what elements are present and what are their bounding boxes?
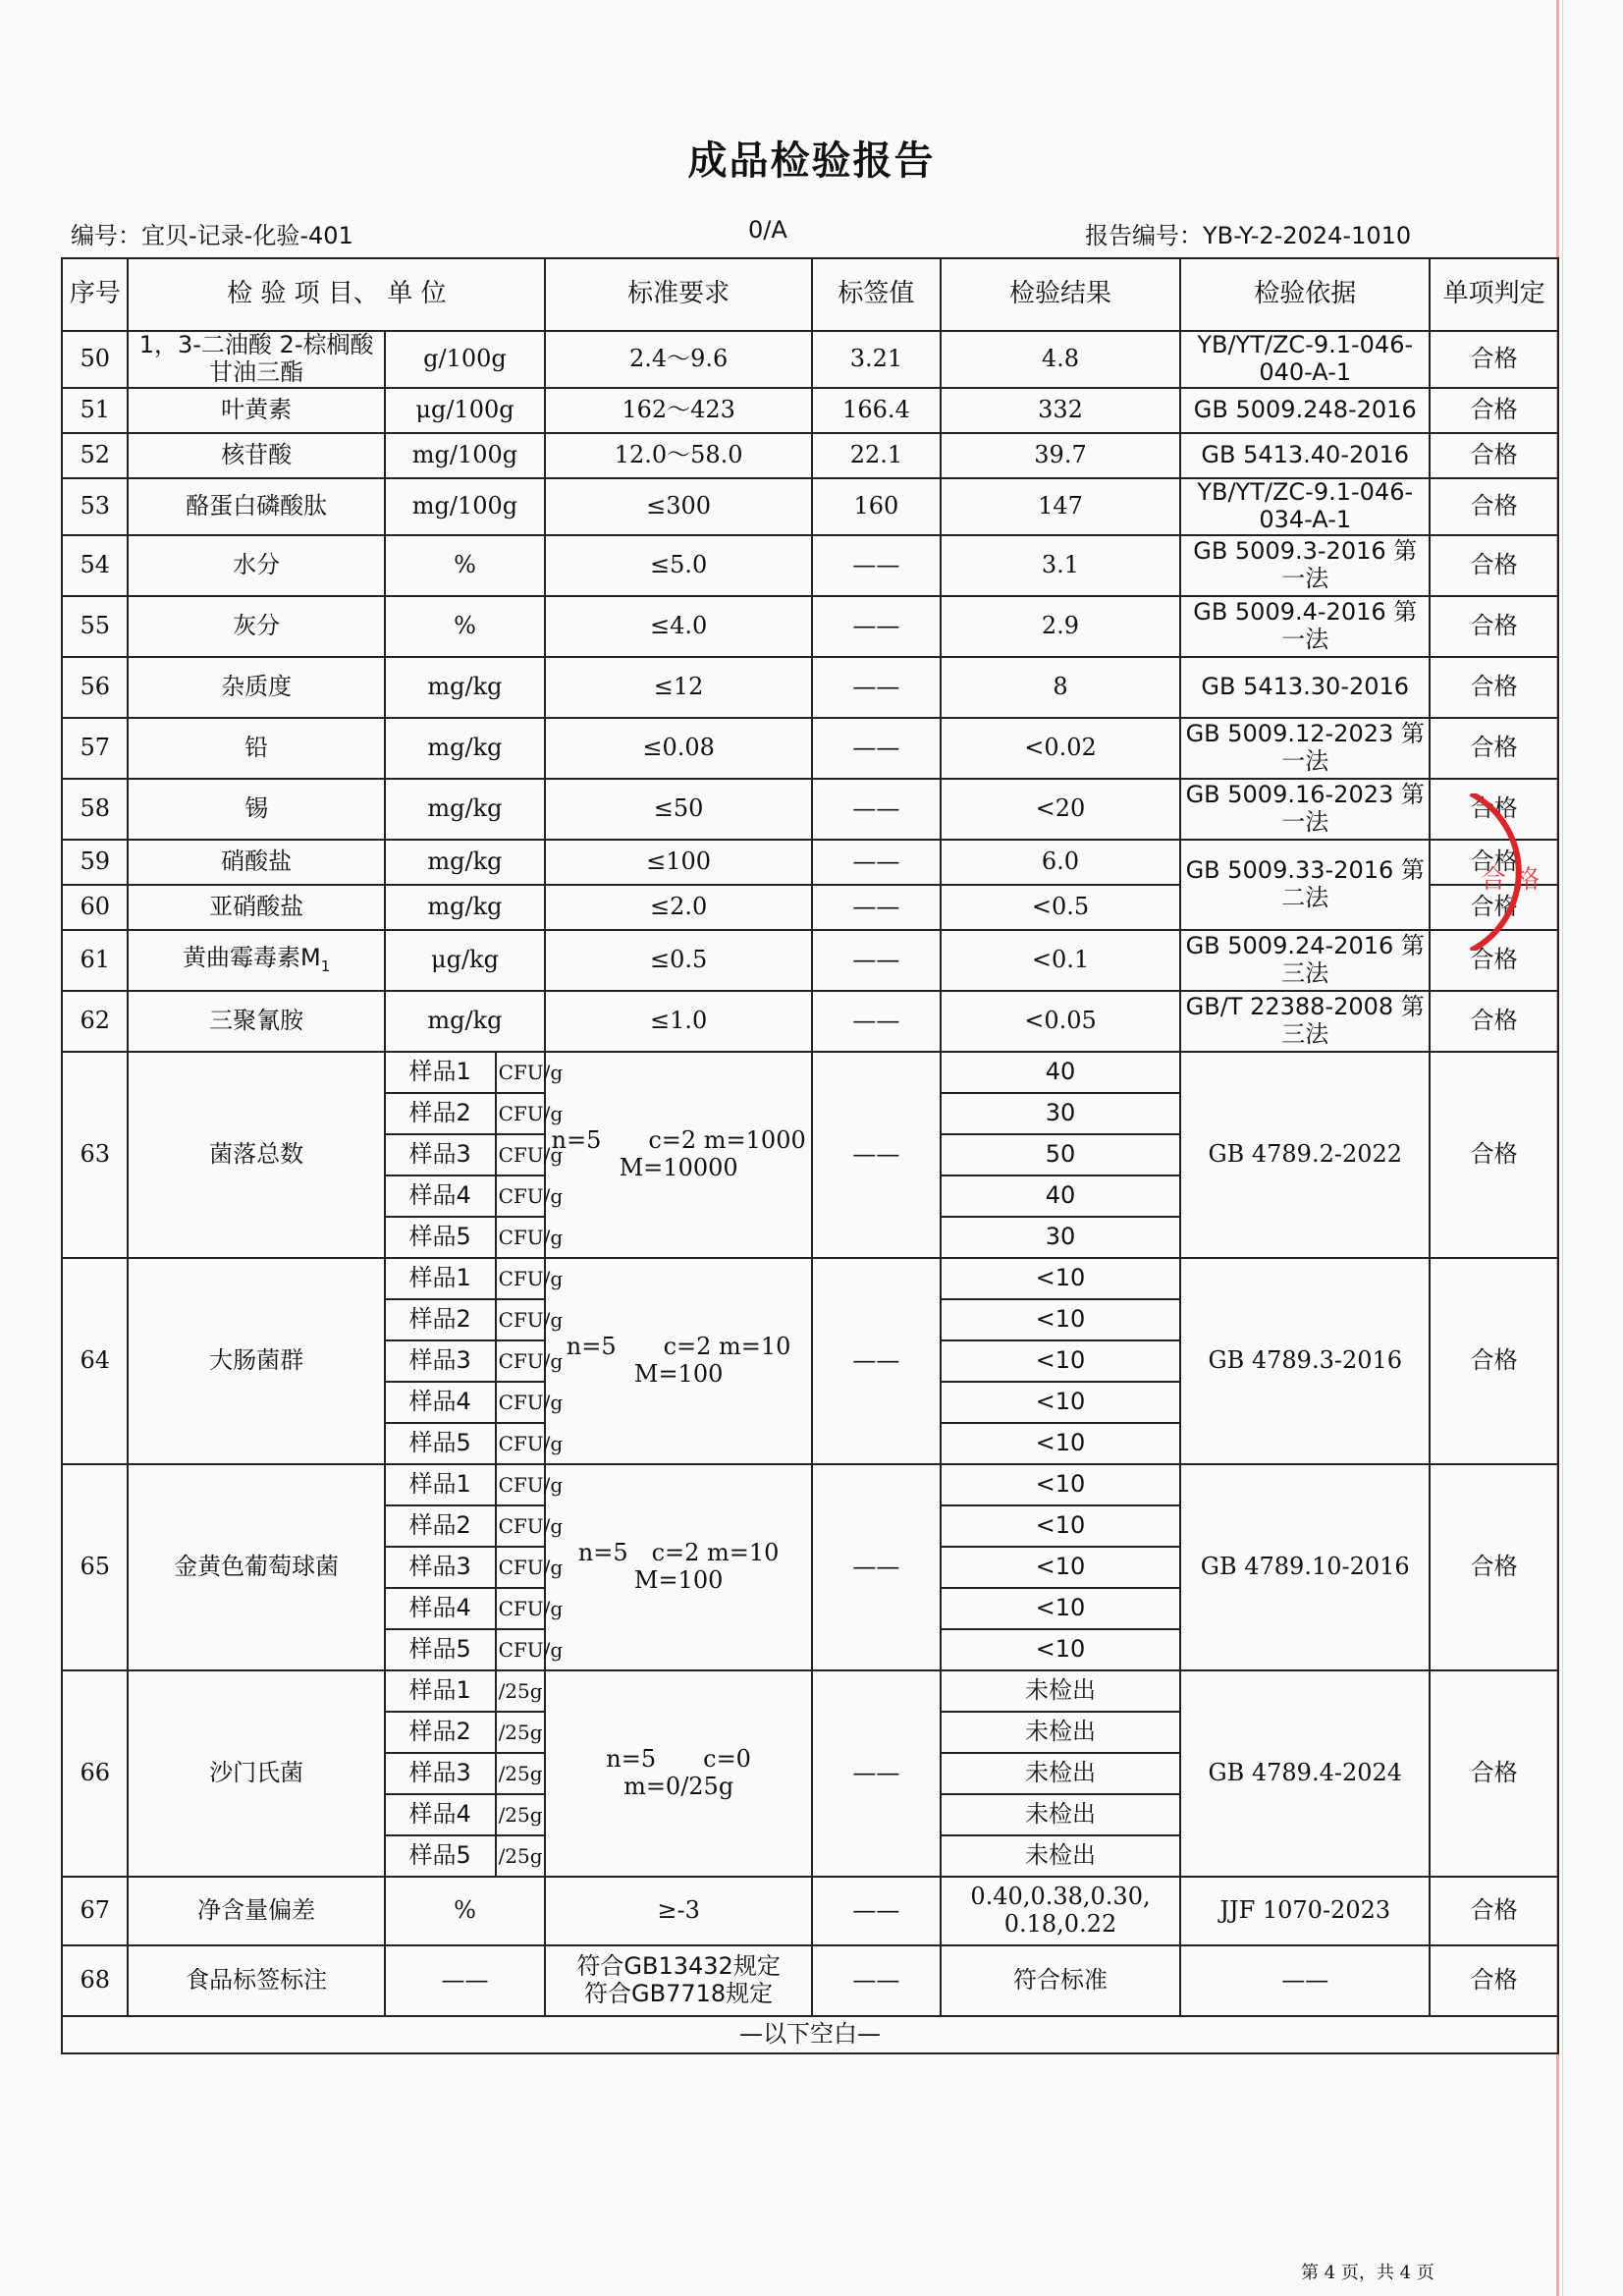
std-cell [545,1945,812,2016]
sample-name: 样品4 [385,1794,496,1835]
label-cell: 166.4 [812,388,941,433]
verdict-cell: 合格 [1430,779,1558,840]
basis-cell: GB 5413.30-2016 [1180,657,1430,718]
sample-name: 样品1 [385,1464,496,1505]
sample-unit: CFU/g [496,1505,546,1547]
table-row [62,718,1558,779]
sample-result: 未检出 [941,1712,1181,1753]
item-name [128,885,384,930]
unit-cell: μg/100g [385,388,545,433]
sample-row [62,1258,1558,1299]
unit-cell: mg/kg [385,840,545,885]
result-cell: <20 [941,779,1181,840]
table-row [62,596,1558,657]
label-cell: —— [812,657,941,718]
std-cell: ≤1.0 [545,991,812,1052]
item-name-text: 灰分 [233,612,281,640]
sample-name: 样品3 [385,1134,496,1175]
item-name [128,596,384,657]
verdict-cell: 合格 [1430,1670,1558,1877]
table-row [62,840,1558,885]
table-row [62,779,1558,840]
verdict-cell: 合格 [1430,433,1558,478]
item-subscript: 1 [320,957,331,976]
sample-result: <10 [941,1505,1181,1547]
col-label: 标签值 [812,258,941,331]
seq-cell: 67 [62,1877,128,1945]
result-cell: 8 [941,657,1181,718]
result-cell: 147 [941,478,1181,535]
seq-cell: 55 [62,596,128,657]
result-cell: 2.9 [941,596,1181,657]
col-std: 标准要求 [545,258,812,331]
sample-result: 30 [941,1093,1181,1134]
verdict-cell: 合格 [1430,331,1558,388]
basis-cell: GB 5009.16-2023 第一法 [1180,779,1430,840]
sample-unit: CFU/g [496,1052,546,1093]
sample-result: 未检出 [941,1670,1181,1712]
basis-cell: GB 4789.3-2016 [1180,1258,1430,1464]
result-cell: 4.8 [941,331,1181,388]
seq-cell: 57 [62,718,128,779]
unit-cell: % [385,1877,545,1945]
std-cell: ≤0.5 [545,930,812,991]
verdict-cell: 合格 [1430,657,1558,718]
sample-unit: CFU/g [496,1382,546,1423]
basis-cell: JJF 1070-2023 [1180,1877,1430,1945]
item-name-text: 硝酸盐 [221,847,293,876]
basis-cell: —— [1180,1945,1430,2016]
sample-result: <10 [941,1299,1181,1340]
label-cell: —— [812,1877,941,1945]
item-name-text: 铅 [244,734,269,762]
sample-unit: CFU/g [496,1093,546,1134]
basis-cell: GB/T 22388-2008 第三法 [1180,991,1430,1052]
result-cell: <0.05 [941,991,1181,1052]
label-cell: —— [812,1052,941,1258]
result-cell: <0.5 [941,885,1181,930]
sample-result: 未检出 [941,1794,1181,1835]
end-row [62,2016,1558,2053]
col-item: 检 验 项 目、 单 位 [128,258,545,331]
verdict-cell: 合格 [1430,596,1558,657]
sample-result: <10 [941,1382,1181,1423]
col-verdict: 单项判定 [1430,258,1558,331]
std-cell: ≤0.08 [545,718,812,779]
std-cell: 162～423 [545,388,812,433]
seq-cell: 66 [62,1670,128,1877]
item-name [128,718,384,779]
result-cell: 39.7 [941,433,1181,478]
table-row [62,1945,1558,2016]
sample-name: 样品1 [385,1670,496,1712]
unit-cell: g/100g [385,331,545,388]
verdict-cell: 合格 [1430,991,1558,1052]
std-cell: 12.0～58.0 [545,433,812,478]
col-result: 检验结果 [941,258,1181,331]
std-cell: ≤12 [545,657,812,718]
table-row [62,657,1558,718]
table-row [62,1877,1558,1945]
basis-cell: GB 4789.4-2024 [1180,1670,1430,1877]
item-name-text: 1，3-二油酸 2-棕榈酸甘油三酯 [138,331,374,386]
sample-result: <10 [941,1340,1181,1382]
table-row [62,478,1558,535]
sample-name: 样品3 [385,1340,496,1382]
label-cell: —— [812,596,941,657]
sample-result: <10 [941,1629,1181,1670]
item-name: 金黄色葡萄球菌 [128,1464,384,1670]
result-cell: 3.1 [941,535,1181,596]
item-name [128,478,384,535]
verdict-cell: 合格 [1430,885,1558,930]
page-footer: 第 4 页，共 4 页 [1301,2263,1434,2283]
label-cell: —— [812,1464,941,1670]
label-cell: —— [812,1670,941,1877]
item-name [128,657,384,718]
end-note: —以下空白— [62,2016,1558,2053]
sample-unit: /25g [496,1794,546,1835]
sample-result: 未检出 [941,1835,1181,1877]
std-cell: n=5 c=2 m=10 M=100 [545,1464,812,1670]
sample-name: 样品4 [385,1382,496,1423]
label-cell: —— [812,718,941,779]
sample-name: 样品2 [385,1505,496,1547]
unit-cell: —— [385,1945,545,2016]
verdict-cell: 合格 [1430,718,1558,779]
std-cell: ≤4.0 [545,596,812,657]
label-cell: —— [812,1945,941,2016]
basis-cell: YB/YT/ZC-9.1-046-034-A-1 [1180,478,1430,535]
seq-cell: 50 [62,331,128,388]
unit-cell: mg/kg [385,779,545,840]
std-cell: 2.4～9.6 [545,331,812,388]
result-cell: 332 [941,388,1181,433]
basis-cell: GB 5009.4-2016 第一法 [1180,596,1430,657]
result-cell: <0.02 [941,718,1181,779]
std-cell: ≤2.0 [545,885,812,930]
col-basis: 检验依据 [1180,258,1430,331]
unit-cell: mg/kg [385,718,545,779]
label-cell: —— [812,930,941,991]
unit-cell: mg/100g [385,433,545,478]
basis-cell: GB 5009.33-2016 第二法 [1180,840,1430,930]
item-name [128,991,384,1052]
sample-unit: CFU/g [496,1588,546,1629]
std-line-2: 符合GB7718规定 [584,1980,774,2007]
sample-unit: CFU/g [496,1258,546,1299]
item-name [128,840,384,885]
sample-unit: CFU/g [496,1175,546,1217]
seq-cell: 63 [62,1052,128,1258]
item-name-text: 杂质度 [221,673,293,701]
verdict-cell: 合格 [1430,1052,1558,1258]
verdict-cell: 合格 [1430,1877,1558,1945]
std-cell: n=5 c=2 m=10 M=100 [545,1258,812,1464]
basis-cell: GB 5009.3-2016 第一法 [1180,535,1430,596]
sample-result: 40 [941,1175,1181,1217]
verdict-cell: 合格 [1430,388,1558,433]
sample-unit: /25g [496,1712,546,1753]
sample-result: <10 [941,1588,1181,1629]
unit-cell: mg/kg [385,885,545,930]
item-name [128,388,384,433]
sample-unit: CFU/g [496,1629,546,1670]
seq-cell: 60 [62,885,128,930]
sample-name: 样品4 [385,1588,496,1629]
table-row [62,433,1558,478]
header-row [62,258,1558,331]
std-cell: ≤100 [545,840,812,885]
seq-cell: 68 [62,1945,128,2016]
sample-name: 样品2 [385,1093,496,1134]
sample-name: 样品3 [385,1753,496,1794]
label-cell: —— [812,535,941,596]
doc-number: 编号：宜贝-记录-化验-401 [71,222,353,249]
seq-cell: 59 [62,840,128,885]
table-row [62,535,1558,596]
basis-cell: GB 4789.2-2022 [1180,1052,1430,1258]
verdict-cell: 合格 [1430,1258,1558,1464]
unit-cell: % [385,596,545,657]
basis-cell: GB 5009.12-2023 第一法 [1180,718,1430,779]
std-cell: ≤50 [545,779,812,840]
sample-name: 样品5 [385,1835,496,1877]
sample-name: 样品1 [385,1052,496,1093]
seq-cell: 65 [62,1464,128,1670]
item-name: 大肠菌群 [128,1258,384,1464]
label-cell: 3.21 [812,331,941,388]
unit-cell: mg/100g [385,478,545,535]
sample-result: 50 [941,1134,1181,1175]
std-cell: ≤300 [545,478,812,535]
item-name: 沙门氏菌 [128,1670,384,1877]
item-name [128,331,384,388]
sample-result: <10 [941,1547,1181,1588]
item-name [128,535,384,596]
seq-cell: 61 [62,930,128,991]
report-number: 报告编号：YB-Y-2-2024-1010 [1085,222,1412,249]
item-name-text: 水分 [233,551,281,579]
seq-cell: 54 [62,535,128,596]
sample-result: <10 [941,1423,1181,1464]
label-cell: —— [812,840,941,885]
sample-name: 样品5 [385,1217,496,1258]
sample-name: 样品2 [385,1299,496,1340]
sample-name: 样品5 [385,1629,496,1670]
col-seq: 序号 [62,258,128,331]
sample-result: <10 [941,1464,1181,1505]
item-name: 菌落总数 [128,1052,384,1258]
sample-row [62,1670,1558,1712]
item-name-text: 亚硝酸盐 [209,893,304,921]
verdict-cell: 合格 [1430,1464,1558,1670]
table-row [62,930,1558,991]
sample-name: 样品5 [385,1423,496,1464]
basis-cell: GB 5413.40-2016 [1180,433,1430,478]
verdict-cell: 合格 [1430,930,1558,991]
inspection-table [61,257,1559,2054]
sample-result: 40 [941,1052,1181,1093]
result-cell: 6.0 [941,840,1181,885]
label-cell: 160 [812,478,941,535]
sample-row [62,1052,1558,1093]
verdict-cell: 合格 [1430,840,1558,885]
table-row [62,388,1558,433]
sample-row [62,1464,1558,1505]
std-cell: n=5 c=0 m=0/25g [545,1670,812,1877]
table-row [62,331,1558,388]
basis-cell: YB/YT/ZC-9.1-046-040-A-1 [1180,331,1430,388]
item-name-text: 三聚氰胺 [209,1007,304,1035]
label-cell: —— [812,885,941,930]
sample-unit: /25g [496,1753,546,1794]
seq-cell: 51 [62,388,128,433]
std-cell: n=5 c=2 m=1000 M=10000 [545,1052,812,1258]
item-name [128,930,384,991]
verdict-cell: 合格 [1430,478,1558,535]
sample-name: 样品4 [385,1175,496,1217]
svg-text:合 格: 合 格 [1480,865,1541,895]
seq-cell: 64 [62,1258,128,1464]
sample-unit: /25g [496,1670,546,1712]
sample-unit: CFU/g [496,1464,546,1505]
item-name-text: 叶黄素 [221,396,293,424]
seq-cell: 52 [62,433,128,478]
sample-unit: CFU/g [496,1299,546,1340]
result-cell: 0.40,0.38,0.30, 0.18,0.22 [941,1877,1181,1945]
item-name-text: 核苷酸 [221,441,293,469]
revision: 0/A [748,216,787,244]
label-cell: 22.1 [812,433,941,478]
verdict-cell: 合格 [1430,1945,1558,2016]
std-cell: ≥-3 [545,1877,812,1945]
seq-cell: 53 [62,478,128,535]
page-title: 成品检验报告 [687,138,936,184]
sample-unit: CFU/g [496,1547,546,1588]
sample-result: 30 [941,1217,1181,1258]
inspection-stamp [1451,793,1569,951]
item-name-text: 锡 [244,794,269,823]
seq-cell: 62 [62,991,128,1052]
unit-cell: mg/kg [385,657,545,718]
item-name: 食品标签标注 [128,1945,384,2016]
item-name: 净含量偏差 [128,1877,384,1945]
item-name-text: 酪蛋白磷酸肽 [186,492,328,520]
sample-unit: CFU/g [496,1423,546,1464]
sample-name: 样品3 [385,1547,496,1588]
basis-cell: GB 5009.24-2016 第三法 [1180,930,1430,991]
item-name [128,433,384,478]
label-cell: —— [812,779,941,840]
item-name-text: 黄曲霉毒素M [182,944,321,972]
table-row [62,991,1558,1052]
result-cell: 符合标准 [941,1945,1181,2016]
unit-cell: mg/kg [385,991,545,1052]
result-cell: <0.1 [941,930,1181,991]
sample-name: 样品2 [385,1712,496,1753]
unit-cell: % [385,535,545,596]
sample-unit: CFU/g [496,1340,546,1382]
label-cell: —— [812,1258,941,1464]
std-cell: ≤5.0 [545,535,812,596]
std-line-1: 符合GB13432规定 [576,1952,781,1981]
unit-cell: μg/kg [385,930,545,991]
verdict-cell: 合格 [1430,535,1558,596]
binding-edge-line-2 [1562,0,1563,2296]
label-cell: —— [812,991,941,1052]
sample-result: <10 [941,1258,1181,1299]
sample-name: 样品1 [385,1258,496,1299]
sample-result: 未检出 [941,1753,1181,1794]
basis-cell: GB 5009.248-2016 [1180,388,1430,433]
basis-cell: GB 4789.10-2016 [1180,1464,1430,1670]
seq-cell: 56 [62,657,128,718]
sample-unit: /25g [496,1835,546,1877]
sample-unit: CFU/g [496,1134,546,1175]
seq-cell: 58 [62,779,128,840]
sample-unit: CFU/g [496,1217,546,1258]
item-name [128,779,384,840]
